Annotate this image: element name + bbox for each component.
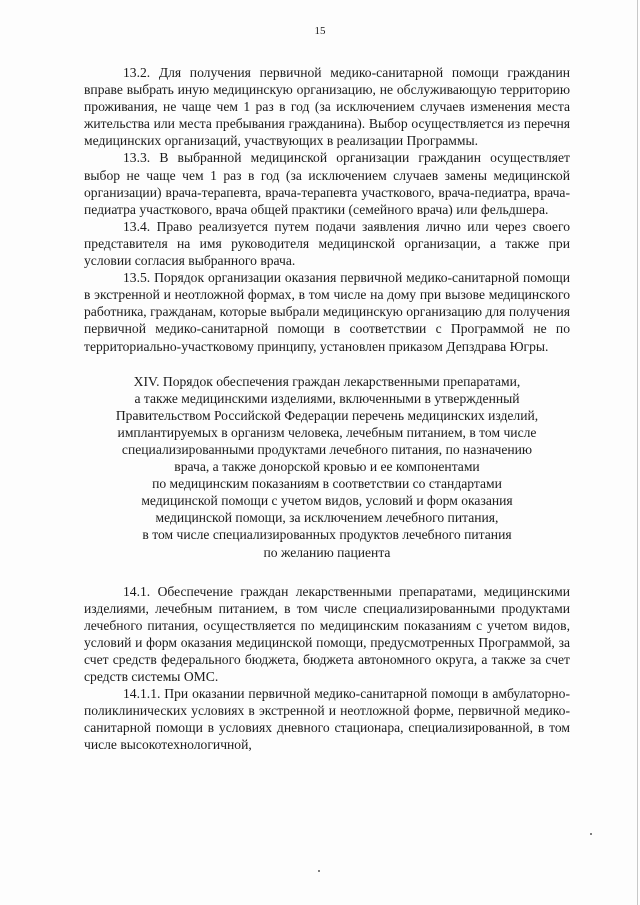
- paragraph-13-4: 13.4. Право реализуется путем подачи заявления лично или через своего представителя на имя руководителя медицинской организации, а также при условии согласия выбранного врача.: [84, 218, 570, 269]
- section-title-xiv: XIV. Порядок обеспечения граждан лекарственными препаратами, а также медицинскими изделиями, включенными в утвержденный Правительством Российской Федерации перечень медицинских изделий, имплантируемых в организм человека, лечебным питанием, в том числе специализированными продуктами лечебного питания, по назначению врача, а также донорской кровью и ее компонентами по медицинским показаниям в соответствии со стандартами медицинской помощи с учетом видов, условий и форм оказания медицинской помощи, за исключением лечебного питания, в том числе специализированных продуктов лечебного питания по желанию пациента: [115, 373, 539, 560]
- page-number: 15: [314, 25, 326, 37]
- paragraph-13-3: 13.3. В выбранной медицинской организации гражданин осуществляет выбор не чаще чем 1 раз в год (за исключением случаев замены медицинской организации) врача-терапевта, врача-терапевта участкового, врача-педиатра, врача-педиатра участкового, врача общей практики (семейного врача) или фельдшера.: [84, 150, 570, 217]
- page-edge: [637, 0, 638, 905]
- paragraph-13-2: 13.2. Для получения первичной медико-санитарной помощи гражданин вправе выбрать иную медицинскую организацию, не обслуживающую территорию проживания, не чаще чем 1 раз в год (за исключением случаев изменения места жительства или места пребывания гражданина). Выбор осуществляется из перечня медицинских организаций, участвующих в реализации Программы.: [84, 65, 570, 149]
- paragraph-13-5: 13.5. Порядок организации оказания первичной медико-санитарной помощи в экстренной и неотложной формах, в том числе на дому при вызове медицинского работника, гражданам, которые выбрали медицинскую организацию для получения первичной медико-санитарной помощи в соответствии с Программой не по территориально-участковому принципу, установлен приказом Депздрава Югры.: [84, 270, 570, 354]
- paragraph-14-1-1: 14.1.1. При оказании первичной медико-санитарной помощи в амбулаторно-поликлинических условиях в экстренной и неотложной форме, первичной медико-санитарной помощи в условиях дневного стационара, специализированной, в том числе высокотехнологичной,: [84, 686, 570, 753]
- document-body: [84, 64, 570, 754]
- scan-speck: [590, 833, 592, 835]
- scan-speck: [318, 870, 320, 872]
- paragraph-14-1: 14.1. Обеспечение граждан лекарственными препаратами, медицинскими изделиями, лечебным питанием, в том числе специализированными продуктами лечебного питания, осуществляется по медицинским показаниям с учетом видов, условий и форм оказания медицинской помощи, предусмотренных Программой, за счет средств федерального бюджета, бюджета автономного округа, а также за счет средств системы ОМС.: [84, 583, 570, 685]
